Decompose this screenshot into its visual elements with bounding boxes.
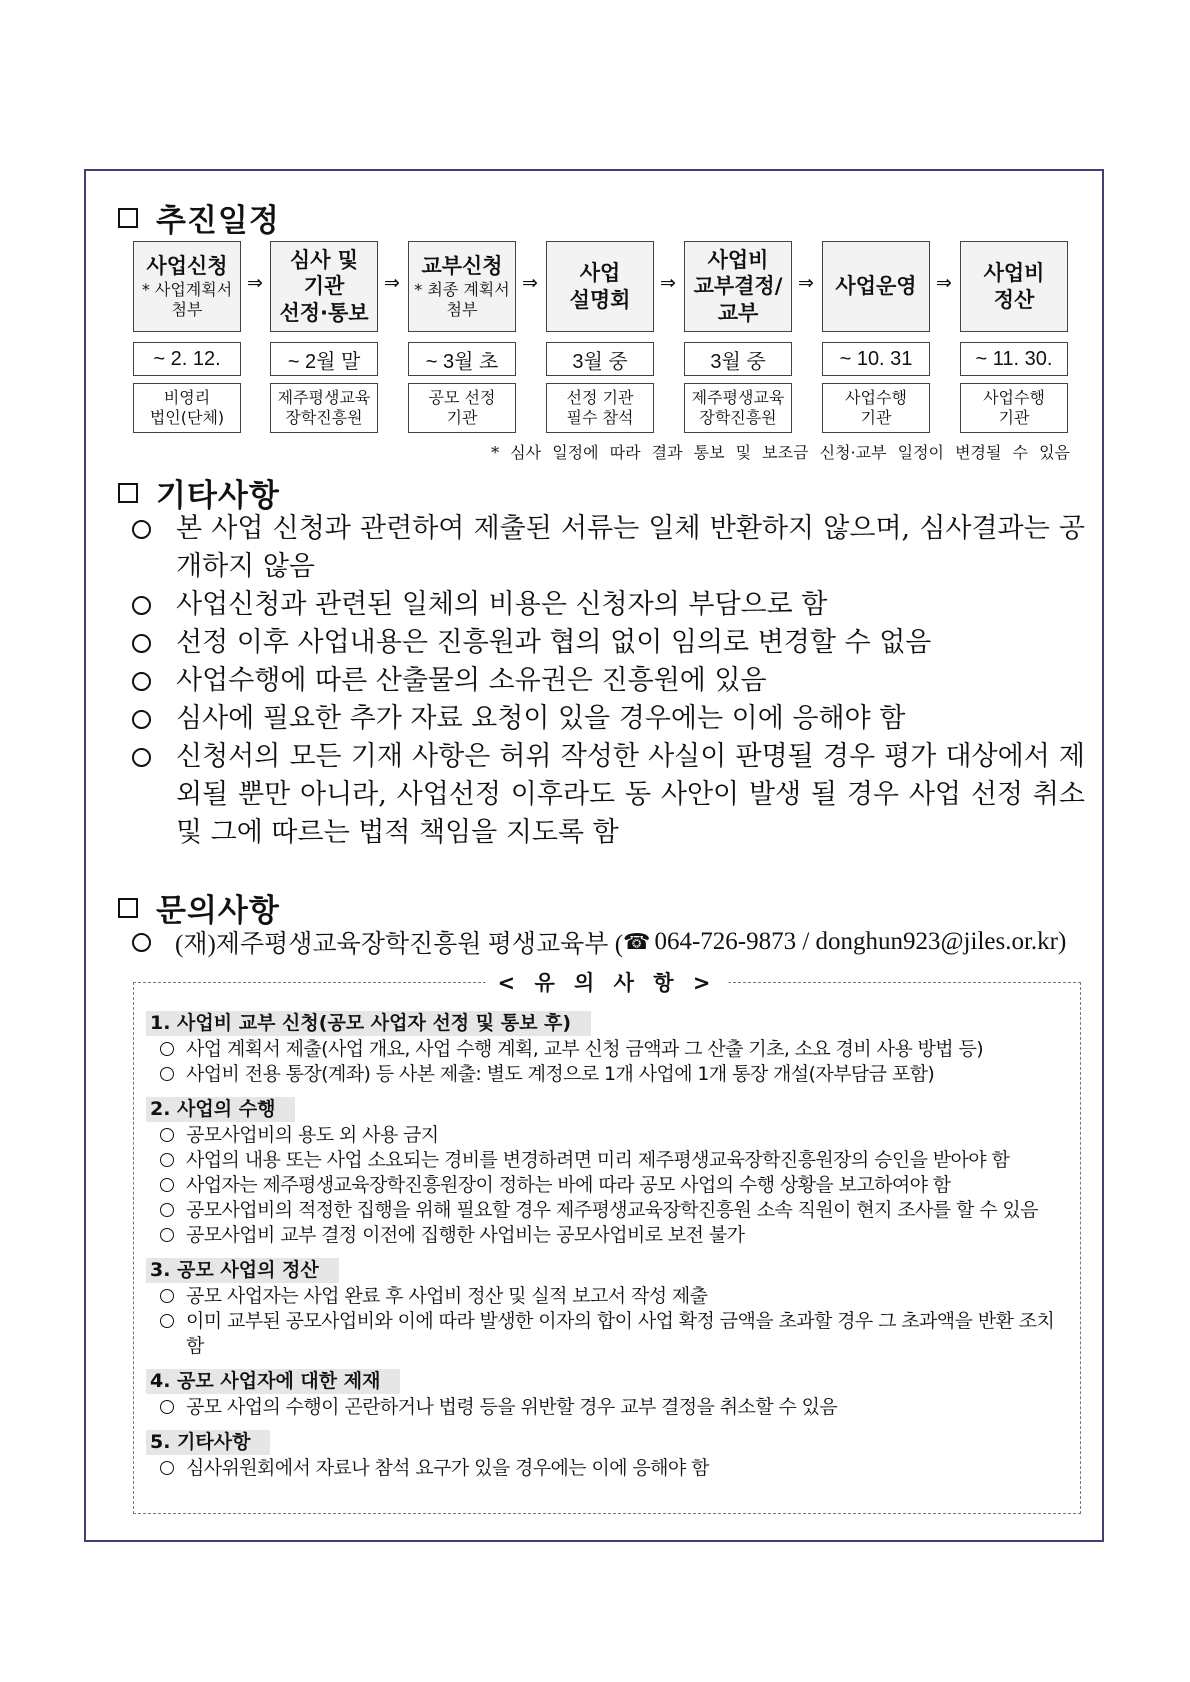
list-item: 본 사업 신청과 관련하여 제출된 서류는 일체 반환하지 않으며, 심사결과는 공개하지 않음: [130, 510, 1085, 586]
flow-step-owner: 공모 선정 기관: [408, 383, 516, 433]
notice-item: 사업의 내용 또는 사업 소요되는 경비를 변경하려면 미리 제주평생교육장학진흥원장의 승인을 받아야 함: [146, 1148, 1071, 1173]
notice-item: 사업 계획서 제출(사업 개요, 사업 수행 계획, 교부 신청 금액과 그 산출 기초, 소요 경비 사용 방법 등): [146, 1037, 1071, 1062]
notice-box: [133, 971, 1081, 1514]
notice-item: 공모 사업자는 사업 완료 후 사업비 정산 및 실적 보고서 작성 제출: [146, 1284, 1071, 1309]
flow-step-subtitle: * 사업계획서 첨부: [141, 279, 233, 319]
flow-step-date: ~ 3월 초: [408, 342, 516, 376]
contact-org: (재)제주평생교육장학진흥원 평생교육부 (: [175, 931, 624, 958]
section-title-misc: 기타사항: [118, 470, 280, 515]
notice-group: [146, 1011, 1071, 1087]
flow-step-owner: 비영리 법인(단체): [133, 383, 241, 433]
flow-step-date: ~ 2월 말: [270, 342, 378, 376]
notice-group-heading: 4. 공모 사업자에 대한 제재: [146, 1369, 400, 1394]
flow-step-subtitle: * 최종 계획서 첨부: [414, 279, 510, 319]
flow-step-box: [408, 241, 516, 332]
list-item: 사업수행에 따른 산출물의 소유권은 진흥원에 있음: [130, 662, 1085, 700]
notice-item: 사업자는 제주평생교육장학진흥원장이 정하는 바에 따라 공모 사업의 수행 상황을 보고하여야 함: [146, 1173, 1071, 1198]
list-item: 신청서의 모든 기재 사항은 허위 작성한 사실이 판명될 경우 평가 대상에서 제외될 뿐만 아니라, 사업선정 이후라도 동 사안이 발생 될 경우 사업 선정 취소 및 그에 따르는 법적 책임을 지도록 함: [130, 738, 1085, 852]
notice-item: 공모사업비의 적정한 집행을 위해 필요할 경우 제주평생교육장학진흥원 소속 직원이 현지 조사를 할 수 있음: [146, 1198, 1071, 1223]
notice-item: 사업비 전용 통장(계좌) 등 사본 제출: 별도 계정으로 1개 사업에 1개 통장 개설(자부담금 포함): [146, 1062, 1071, 1087]
notice-group-heading: 1. 사업비 교부 신청(공모 사업자 선정 및 통보 후): [146, 1011, 591, 1036]
contact-phone-email: 064-726-9873 / donghun923@jiles.or.kr): [654, 928, 1067, 955]
flow-step-date: ~ 2. 12.: [133, 342, 241, 376]
checkbox-square-icon: [118, 208, 138, 228]
double-arrow-right-icon: ⇒: [522, 272, 538, 294]
flow-step-box: [960, 241, 1068, 332]
notice-group: [146, 1097, 1071, 1248]
notice-item: 공모사업비의 용도 외 사용 금지: [146, 1123, 1071, 1148]
flow-step-title: 사업비 정산: [983, 261, 1045, 312]
list-item: 심사에 필요한 추가 자료 요청이 있을 경우에는 이에 응해야 함: [130, 700, 1085, 738]
flow-step-title: 사업비 교부결정/ 교부: [693, 248, 783, 325]
phone-icon: ☎: [623, 929, 651, 954]
flow-step-title: 사업신청: [146, 254, 228, 279]
flow-step-box: [270, 241, 378, 332]
list-item: 사업신청과 관련된 일체의 비용은 신청자의 부담으로 함: [130, 586, 1085, 624]
section-title-contact: 문의사항: [118, 885, 280, 930]
schedule-note: * 심사 일정에 따라 결과 통보 및 보조금 신청·교부 일정이 변경될 수 있음: [491, 443, 1070, 462]
notice-item: 심사위원회에서 자료나 참석 요구가 있을 경우에는 이에 응해야 함: [146, 1456, 1071, 1481]
bullet-circle-icon: [132, 933, 151, 952]
notice-body: [146, 1011, 1071, 1481]
flow-step-title: 심사 및 기관 선정·통보: [279, 248, 369, 325]
double-arrow-right-icon: ⇒: [798, 272, 814, 294]
flow-step-owner: 사업수행 기관: [960, 383, 1068, 433]
flow-step-owner: 선정 기관 필수 참석: [546, 383, 654, 433]
notice-item: 이미 교부된 공모사업비와 이에 따라 발생한 이자의 합이 사업 확정 금액을 초과할 경우 그 초과액을 반환 조치함: [146, 1309, 1071, 1359]
section-title-schedule: 추진일정: [118, 195, 280, 240]
notice-group: [146, 1430, 1071, 1481]
flow-step-date: 3월 중: [684, 342, 792, 376]
list-item: 선정 이후 사업내용은 진흥원과 협의 없이 임의로 변경할 수 없음: [130, 624, 1085, 662]
notice-item: 공모 사업의 수행이 곤란하거나 법령 등을 위반할 경우 교부 결정을 취소할 수 있음: [146, 1395, 1071, 1420]
double-arrow-right-icon: ⇒: [660, 272, 676, 294]
flow-step-owner: 사업수행 기관: [822, 383, 930, 433]
flow-step-box: [822, 241, 930, 332]
flow-step-owner: 제주평생교육 장학진흥원: [270, 383, 378, 433]
flow-step-title: 교부신청: [421, 254, 503, 279]
double-arrow-right-icon: ⇒: [936, 272, 952, 294]
notice-group: [146, 1258, 1071, 1359]
flow-step-title: 사업 설명회: [569, 261, 631, 312]
notice-group-heading: 2. 사업의 수행: [146, 1097, 295, 1122]
flow-step-date: ~ 10. 31: [822, 342, 930, 376]
double-arrow-right-icon: ⇒: [384, 272, 400, 294]
double-arrow-right-icon: ⇒: [247, 272, 263, 294]
notice-group-heading: 5. 기타사항: [146, 1430, 270, 1455]
notice-group: [146, 1369, 1071, 1420]
flow-step-box: [546, 241, 654, 332]
checkbox-square-icon: [118, 483, 138, 503]
misc-list: [130, 510, 1085, 852]
flow-step-title: 사업운영: [835, 274, 917, 299]
flow-step-box: [684, 241, 792, 332]
notice-title: < 유 의 사 항 >: [486, 967, 729, 997]
notice-item: 공모사업비 교부 결정 이전에 집행한 사업비는 공모사업비로 보전 불가: [146, 1223, 1071, 1248]
checkbox-square-icon: [118, 898, 138, 918]
flow-step-owner: 제주평생교육 장학진흥원: [684, 383, 792, 433]
flow-step-date: 3월 중: [546, 342, 654, 376]
flow-step-box: [133, 241, 241, 332]
flow-step-date: ~ 11. 30.: [960, 342, 1068, 376]
notice-group-heading: 3. 공모 사업의 정산: [146, 1258, 339, 1283]
contact-line: [130, 924, 1066, 960]
